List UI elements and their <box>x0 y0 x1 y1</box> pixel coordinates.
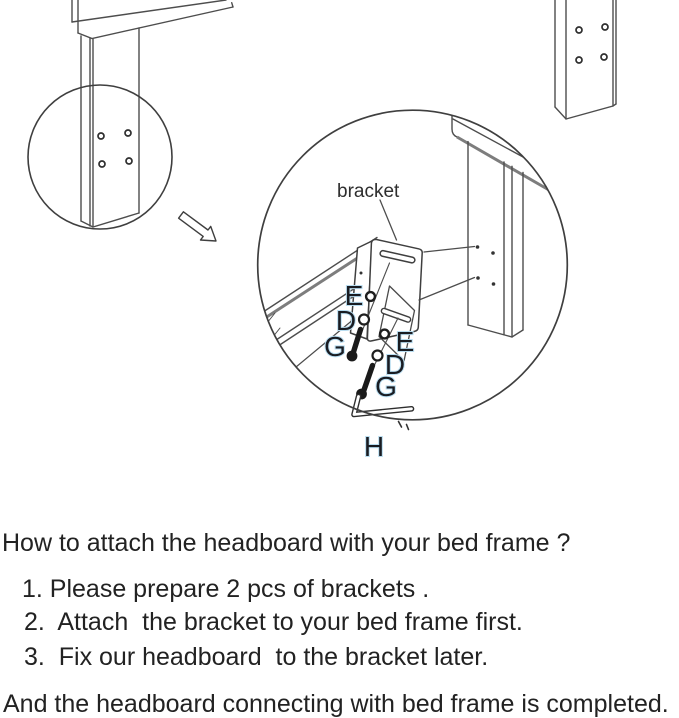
leg-hole <box>576 57 582 63</box>
instructions-question: How to attach the headboard with your bed frame ? <box>2 529 571 557</box>
flange-hole-dot <box>360 272 363 275</box>
bolt-head-upper <box>347 351 358 362</box>
pilot-hole-dot <box>491 251 495 255</box>
leg-hole <box>99 161 105 167</box>
bracket-label-leader <box>380 200 397 240</box>
callout-d-upper: D <box>335 305 357 336</box>
spring-washer-e-upper <box>366 292 375 301</box>
leg-hole <box>126 158 132 164</box>
detail-source-circle <box>28 85 172 229</box>
leg-hole <box>602 24 608 30</box>
bracket-label: bracket <box>337 181 400 202</box>
headboard-panel-corner <box>452 116 549 190</box>
callout-e-lower: E <box>395 326 415 357</box>
instruction-step-1: 1. Please prepare 2 pcs of brackets . <box>22 575 430 603</box>
headboard-right-leg-drawing <box>555 0 616 119</box>
pilot-hole-dot <box>476 245 480 249</box>
zoom-arrow-icon <box>179 212 216 241</box>
leg-hole <box>98 133 104 139</box>
pilot-hole-dot <box>492 282 496 286</box>
headboard-left-leg-drawing <box>28 0 233 229</box>
leg-hole <box>576 27 582 33</box>
callout-d-lower: D <box>384 349 406 380</box>
leg-hole <box>601 54 607 60</box>
flat-washer-d-lower <box>373 351 383 361</box>
callout-e-upper: E <box>344 280 364 311</box>
pilot-hole-dot <box>476 276 480 280</box>
callout-g-lower: G <box>375 371 397 402</box>
leader-line-upper <box>424 247 475 253</box>
instruction-step-2: 2. Attach the bracket to your bed frame first. <box>24 608 523 636</box>
flat-washer-d-upper <box>359 315 369 325</box>
leg-hole <box>125 130 131 136</box>
leader-line-lower <box>419 278 475 301</box>
callout-g-upper: G <box>324 331 346 362</box>
spring-washer-e-lower <box>380 330 389 339</box>
callout-h: H <box>363 431 385 462</box>
instruction-step-3: 3. Fix our headboard to the bracket later. <box>24 643 489 671</box>
bolt-g-lower <box>364 366 373 391</box>
instructions-conclusion: And the headboard connecting with bed frame is completed. <box>3 690 669 718</box>
